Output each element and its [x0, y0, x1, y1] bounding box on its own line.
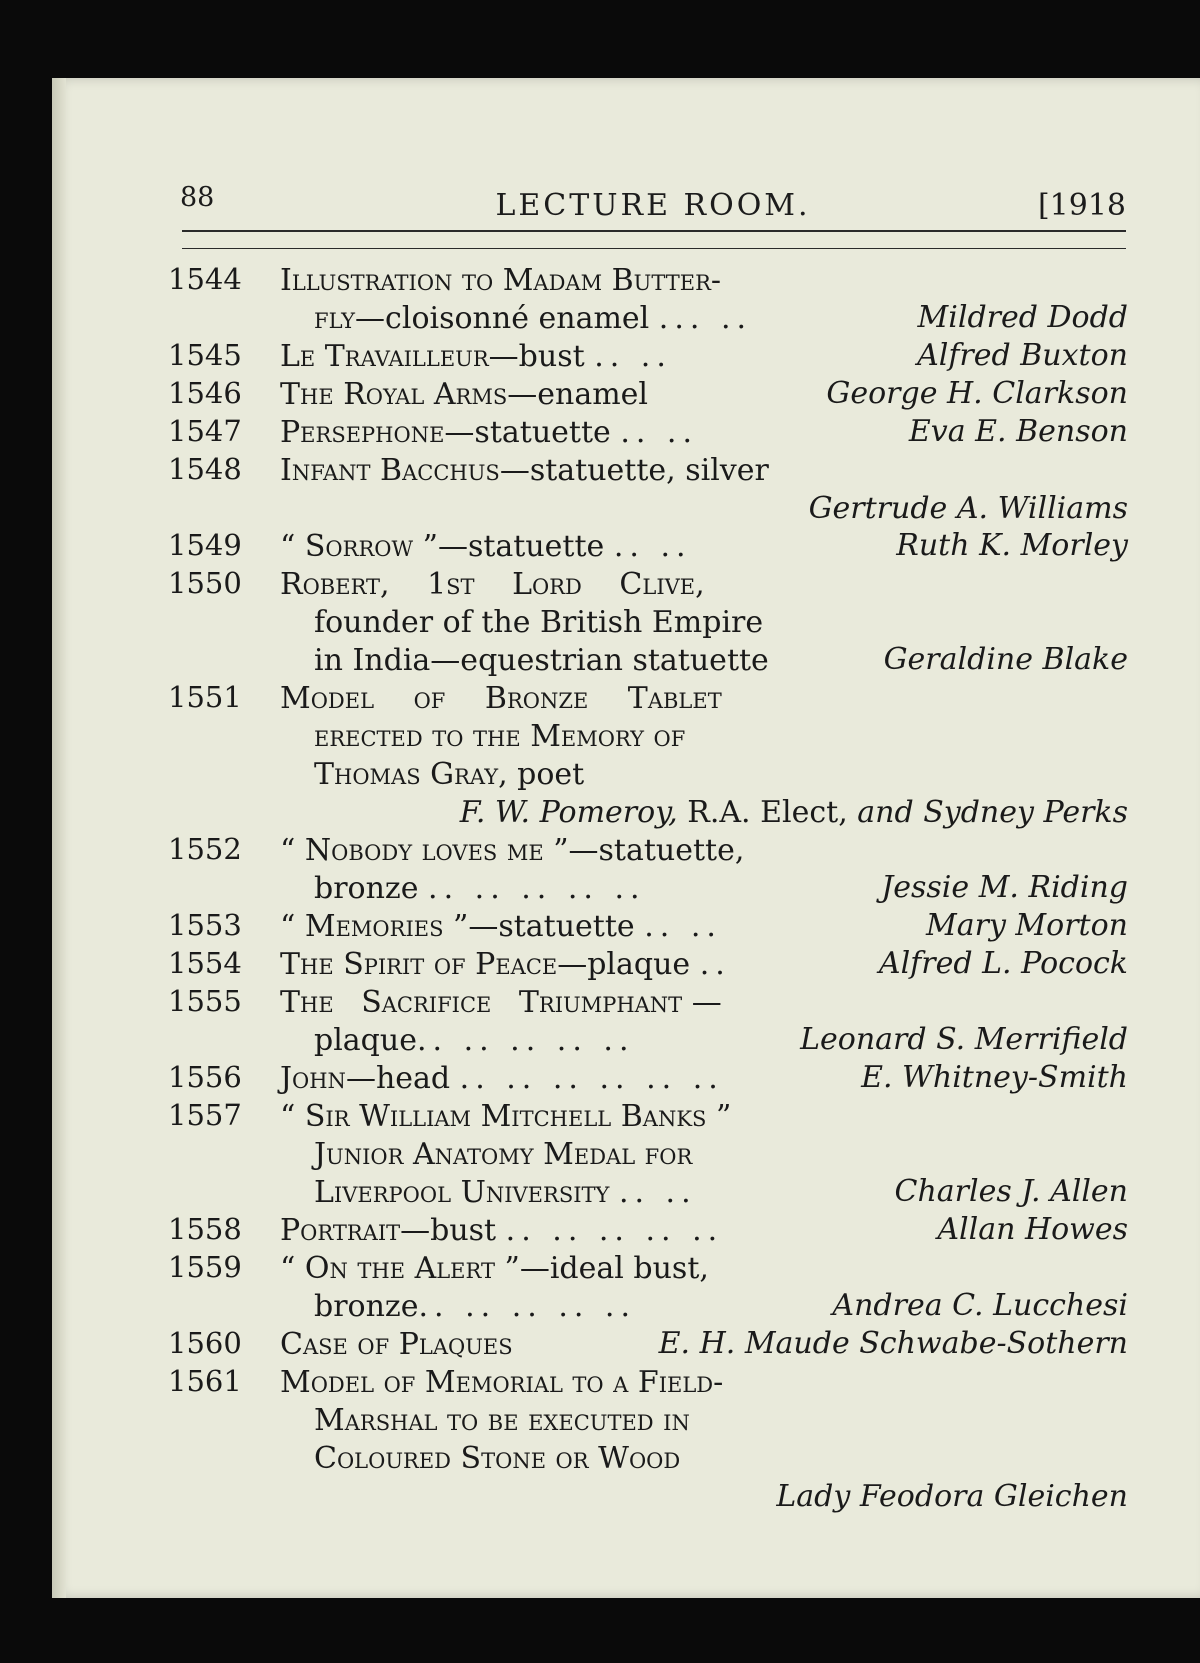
page-number: 88	[180, 182, 215, 213]
entry-1559	[168, 1250, 1128, 1326]
entry-artist: Andrea C. Lucchesi	[832, 1288, 1128, 1323]
entry-title-line3: Liverpool University	[314, 1175, 610, 1210]
entry-title: The Spirit of Peace	[280, 947, 558, 982]
entry-artist: George H. Clarkson	[826, 376, 1128, 411]
leader-dots: .. .. .. .. ..	[505, 1213, 724, 1248]
entry-number: 1559	[168, 1250, 242, 1284]
entry-number: 1545	[168, 338, 242, 372]
entry-artist	[168, 794, 1128, 832]
leader-dots: .. ..	[620, 415, 698, 450]
entry-artist: Gertrude A. Williams	[808, 491, 1128, 526]
entry-1547	[168, 414, 1128, 452]
entry-medium: —statuette	[444, 415, 611, 450]
entry-number: 1549	[168, 528, 242, 562]
entry-title: Case of Plaques	[280, 1327, 513, 1362]
entry-medium: —bust	[400, 1213, 497, 1248]
entry-number: 1555	[168, 984, 242, 1018]
entry-1549	[168, 528, 1128, 566]
entry-artist: Mary Morton	[926, 908, 1128, 943]
catalogue-entries	[168, 262, 1128, 1516]
entry-number: 1558	[168, 1212, 242, 1246]
entry-title: John	[280, 1061, 346, 1096]
entry-number: 1554	[168, 946, 242, 980]
entry-artist: Geraldine Blake	[883, 642, 1128, 677]
entry-title: Portrait	[280, 1213, 401, 1248]
page-gutter	[52, 78, 66, 1598]
entry-title: “ Sir William Mitchell Banks ”	[280, 1099, 732, 1134]
artist-part-1: F. W. Pomeroy,	[459, 795, 678, 830]
entry-1545	[168, 338, 1128, 376]
entry-artist: E. Whitney-Smith	[861, 1060, 1128, 1095]
entry-title: Model of Memorial to a Field-	[280, 1365, 724, 1400]
leader-dots: .. .. .. .. ..	[418, 1289, 637, 1324]
entry-number: 1552	[168, 832, 242, 866]
entry-medium-cont: bronze	[314, 1289, 419, 1324]
year-marker: [1918	[1037, 188, 1126, 223]
entry-medium: —statuette,	[568, 833, 745, 868]
entry-title-cont: fly	[314, 301, 356, 336]
entry-artist: Mildred Dodd	[917, 300, 1128, 335]
leader-dots: .. .. .. .. ..	[428, 871, 646, 906]
entry-medium: —enamel	[507, 377, 649, 412]
entry-1560	[168, 1326, 1128, 1364]
artist-part-2: R.A. Elect,	[677, 795, 858, 830]
entry-medium: —	[682, 985, 722, 1020]
entry-number: 1557	[168, 1098, 242, 1132]
entry-1554	[168, 946, 1128, 984]
entry-title: The Sacrifice Triumphant	[280, 985, 683, 1020]
entry-artist: Jessie M. Riding	[881, 870, 1128, 905]
leader-dots: .. ..	[613, 529, 692, 564]
entry-number: 1546	[168, 376, 242, 410]
entry-number: 1556	[168, 1060, 242, 1094]
entry-number: 1544	[168, 262, 242, 296]
entry-artist: Leonard S. Merrifield	[800, 1022, 1128, 1057]
entry-1553	[168, 908, 1128, 946]
entry-number: 1553	[168, 908, 242, 942]
artist-part-3: and Sydney Perks	[857, 795, 1128, 830]
entry-title-line3: in India—equestrian statuette	[314, 643, 769, 678]
entry-medium: —statuette	[437, 529, 605, 564]
entry-number: 1561	[168, 1364, 242, 1398]
entry-medium: —statuette	[468, 909, 635, 944]
leader-dots: .. ..	[618, 1175, 697, 1210]
entry-medium: —head	[345, 1061, 451, 1096]
entry-title: Illustration to Madam Butter-	[280, 263, 722, 298]
entry-title-line3: Coloured Stone or Wood	[314, 1441, 681, 1476]
entry-artist: E. H. Maude Schwabe-Sothern	[658, 1326, 1128, 1361]
entry-title-line2: erected to the Memory of	[314, 719, 686, 754]
leader-dots: ... ..	[658, 301, 753, 336]
entry-title-line3-suffix: poet	[507, 757, 585, 792]
entry-title: “ On the Alert ”	[280, 1251, 520, 1286]
leader-dots: ..	[699, 947, 731, 982]
entry-artist: Lady Feodora Gleichen	[776, 1479, 1128, 1514]
entry-artist: Ruth K. Morley	[896, 528, 1128, 563]
entry-medium: —plaque	[557, 947, 691, 982]
entry-medium: —cloisonné enamel	[355, 301, 650, 336]
entry-number: 1560	[168, 1326, 242, 1360]
leader-dots: .. ..	[594, 339, 672, 374]
entry-title-line2: Marshal to be executed in	[314, 1403, 690, 1438]
entry-title: Robert, 1st Lord Clive,	[280, 567, 705, 602]
entry-title-line3: Thomas Gray,	[314, 757, 508, 792]
entry-1546	[168, 376, 1128, 414]
entry-title: “ Nobody loves me ”	[280, 833, 569, 868]
entry-medium-cont: bronze	[314, 871, 419, 906]
entry-1561	[168, 1364, 1128, 1516]
entry-title-line2: founder of the British Empire	[314, 605, 764, 640]
entry-medium: —statuette, silver	[499, 453, 769, 488]
entry-title: The Royal Arms	[280, 377, 508, 412]
leader-dots: .. .. .. .. ..	[416, 1023, 635, 1058]
entry-artist: Charles J. Allen	[894, 1174, 1128, 1209]
entry-1544	[168, 262, 1128, 338]
entry-title: “ Sorrow ”	[280, 529, 438, 564]
entry-number: 1551	[168, 680, 242, 714]
entry-medium-cont: plaque	[314, 1023, 417, 1058]
entry-artist: Allan Howes	[937, 1212, 1128, 1247]
entry-1558	[168, 1212, 1128, 1250]
entry-1556	[168, 1060, 1128, 1098]
entry-1551	[168, 680, 1128, 832]
entry-medium: —ideal bust,	[519, 1251, 709, 1286]
entry-1557	[168, 1098, 1128, 1212]
entry-title: Le Travailleur	[280, 339, 489, 374]
entry-medium: —bust	[488, 339, 585, 374]
page-title: LECTURE ROOM.	[495, 188, 811, 223]
entry-1555	[168, 984, 1128, 1060]
entry-number: 1550	[168, 566, 242, 600]
leader-dots: .. ..	[644, 909, 722, 944]
entry-artist: Eva E. Benson	[908, 414, 1128, 449]
header-rule	[182, 230, 1126, 232]
entry-number: 1547	[168, 414, 242, 448]
entry-1550	[168, 566, 1128, 680]
entry-artist: Alfred L. Pocock	[878, 946, 1128, 981]
entry-title-line2: Junior Anatomy Medal for	[314, 1137, 693, 1172]
entry-title: “ Memories ”	[280, 909, 469, 944]
entry-title: Infant Bacchus	[280, 453, 500, 488]
entry-title: Model of Bronze Tablet	[280, 681, 722, 716]
entry-1552	[168, 832, 1128, 908]
leader-dots: .. .. .. .. .. ..	[459, 1061, 724, 1096]
entry-number: 1548	[168, 452, 242, 486]
page-header	[180, 182, 1126, 222]
entry-artist: Alfred Buxton	[917, 338, 1128, 373]
header-rule-thin	[182, 248, 1126, 249]
entry-1548	[168, 452, 1128, 528]
entry-title: Persephone	[280, 415, 445, 450]
